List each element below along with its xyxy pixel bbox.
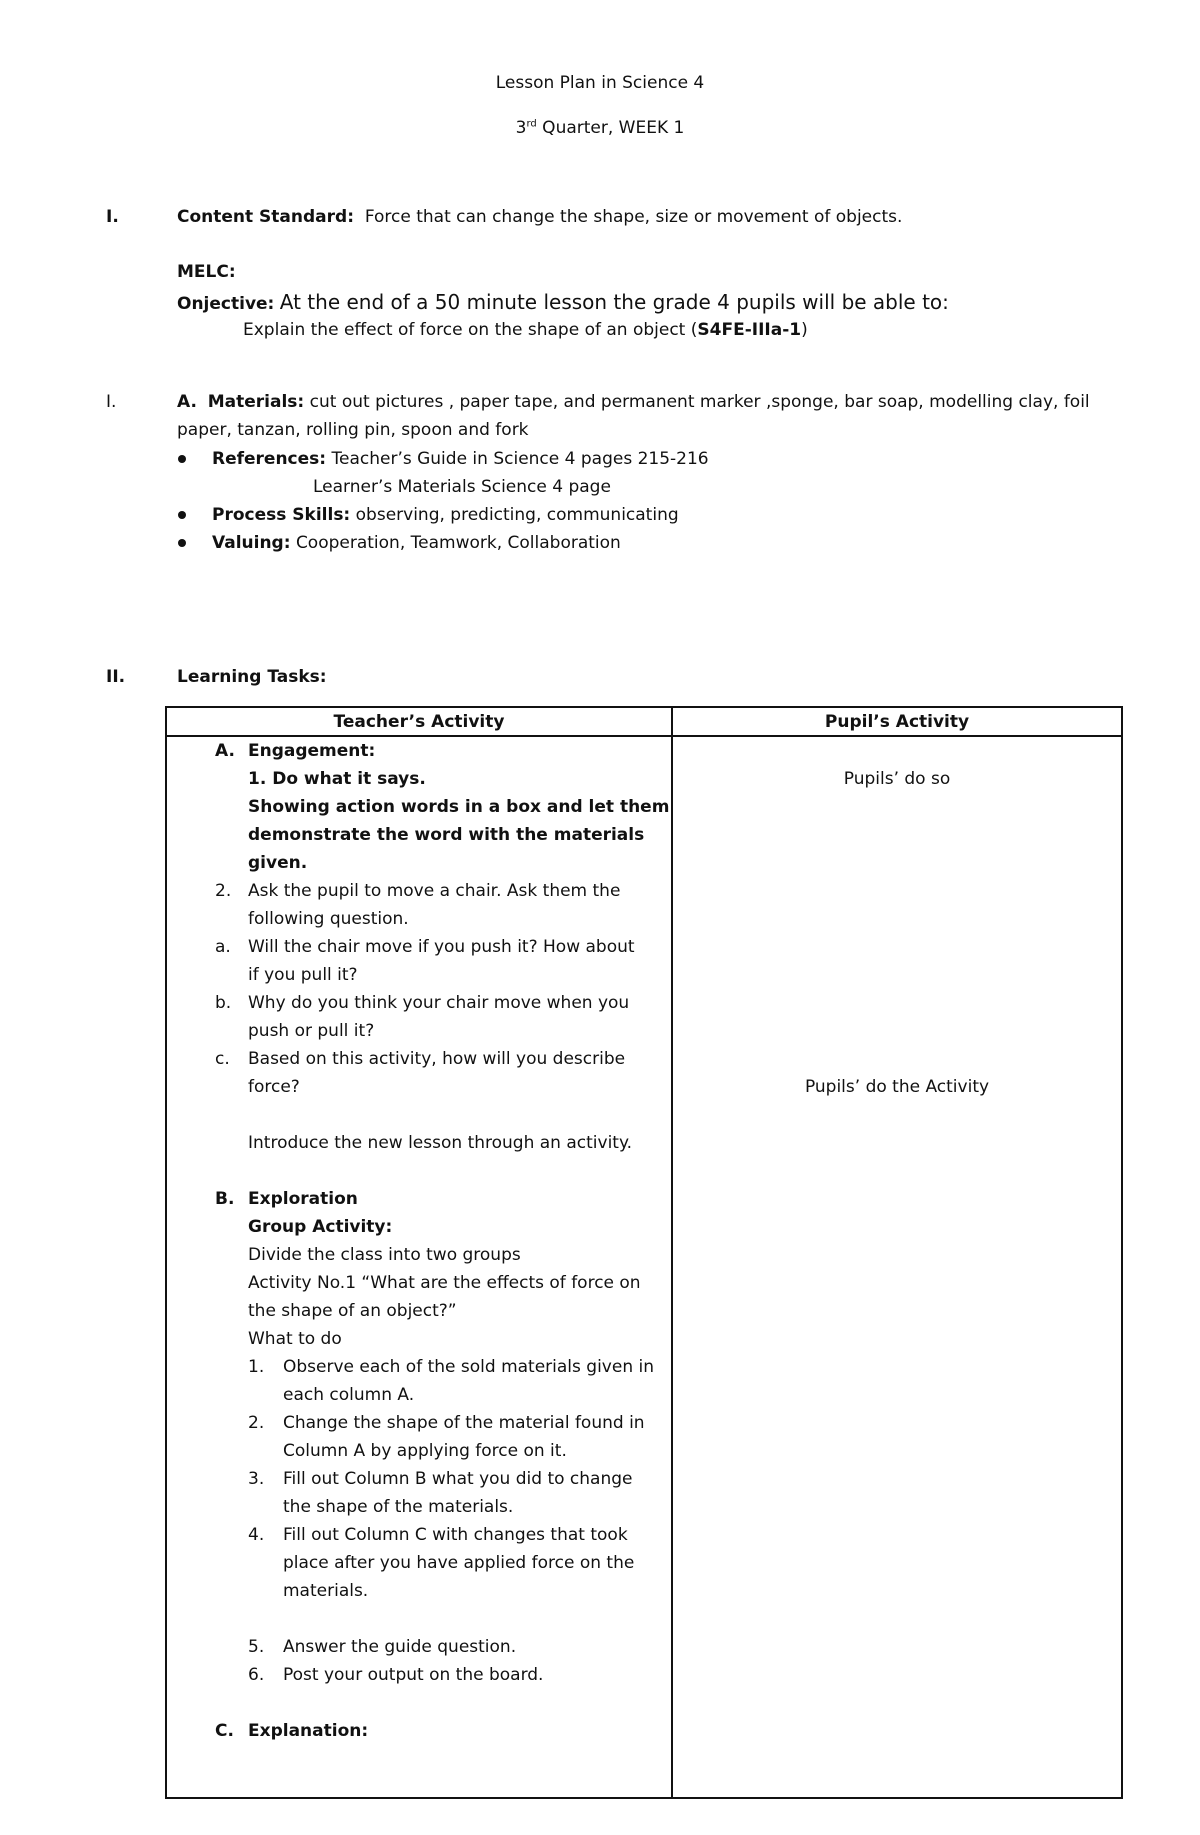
item2-line1: Ask the pupil to move a chair. Ask them the xyxy=(248,881,621,901)
content-standard xyxy=(177,207,902,227)
pupil-response-1: Pupils’ do so xyxy=(843,769,951,789)
process-skills xyxy=(212,505,679,525)
item2-mark: 2. xyxy=(215,881,232,901)
learning-tasks-table xyxy=(165,706,1123,1799)
question-c-line2: force? xyxy=(248,1077,300,1097)
step6-line1: Post your output on the board. xyxy=(283,1665,544,1685)
table-header-row xyxy=(166,707,1122,736)
quarter-superscript: rd xyxy=(526,118,537,130)
step4-line1: Fill out Column C with changes that took xyxy=(283,1525,628,1545)
question-b-line2: push or pull it? xyxy=(248,1021,375,1041)
step3-line1: Fill out Column B what you did to change xyxy=(283,1469,633,1489)
step2-mark: 2. xyxy=(248,1413,265,1433)
explain-close: ) xyxy=(801,320,808,340)
explanation-mark: C. xyxy=(215,1721,234,1741)
quarter-heading xyxy=(0,118,1200,138)
step4-line2: place after you have applied force on the xyxy=(283,1553,635,1573)
divide-class: Divide the class into two groups xyxy=(248,1245,521,1265)
quarter-rest: Quarter, WEEK 1 xyxy=(536,118,685,138)
references-label: References: xyxy=(212,449,327,469)
exploration-heading: Exploration xyxy=(248,1189,358,1209)
showing-line1: Showing action words in a box and let them xyxy=(248,797,670,817)
materials-a-mark: A. xyxy=(177,392,197,412)
learning-tasks-label: Learning Tasks: xyxy=(177,667,327,687)
step6-mark: 6. xyxy=(248,1665,265,1685)
activity-title-line1: Activity No.1 “What are the effects of force on xyxy=(248,1273,641,1293)
references-text: Teacher’s Guide in Science 4 pages 215-216 xyxy=(331,449,709,469)
objective-label: Onjective: xyxy=(177,294,275,314)
quarter-number: 3 xyxy=(515,118,527,138)
pupil-activity-header: Pupil’s Activity xyxy=(672,707,1122,736)
teacher-activity-header: Teacher’s Activity xyxy=(166,707,672,736)
question-b-mark: b. xyxy=(215,993,232,1013)
question-c-mark: c. xyxy=(215,1049,230,1069)
materials-text: cut out pictures , paper tape, and permanent marker ,sponge, bar soap, modelling clay, foil xyxy=(309,392,1090,412)
exploration-mark: B. xyxy=(215,1189,235,1209)
section-numeral-content: I. xyxy=(106,207,119,227)
teacher-activity-cell xyxy=(166,736,672,1798)
content-standard-text: Force that can change the shape, size or movement of objects. xyxy=(364,207,903,227)
materials-line1 xyxy=(177,392,1090,412)
references-line2: Learner’s Materials Science 4 page xyxy=(313,477,611,497)
process-skills-text: observing, predicting, communicating xyxy=(355,505,679,525)
materials-label: Materials: xyxy=(207,392,305,412)
table-row xyxy=(166,736,1122,1798)
step2-line2: Column A by applying force on it. xyxy=(283,1441,567,1461)
valuing xyxy=(212,533,621,553)
explain-text: Explain the effect of force on the shape of an object ( xyxy=(243,320,698,340)
references xyxy=(212,449,709,469)
process-skills-label: Process Skills: xyxy=(212,505,351,525)
step1-line1: Observe each of the sold materials given in xyxy=(283,1357,654,1377)
question-a-line2: if you pull it? xyxy=(248,965,358,985)
valuing-text: Cooperation, Teamwork, Collaboration xyxy=(295,533,621,553)
step3-mark: 3. xyxy=(248,1469,265,1489)
step3-line2: the shape of the materials. xyxy=(283,1497,514,1517)
what-to-do: What to do xyxy=(248,1329,342,1349)
content-standard-label: Content Standard: xyxy=(177,207,354,227)
question-a-line1: Will the chair move if you push it? How about xyxy=(248,937,635,957)
section-numeral-materials: I. xyxy=(106,392,117,412)
explanation-heading: Explanation: xyxy=(248,1721,369,1741)
question-a-mark: a. xyxy=(215,937,231,957)
engagement-heading: Engagement: xyxy=(248,741,376,761)
bullet-icon xyxy=(178,539,186,547)
step1-mark: 1. xyxy=(248,1357,265,1377)
bullet-icon xyxy=(178,511,186,519)
engagement-mark: A. xyxy=(215,741,235,761)
step5-mark: 5. xyxy=(248,1637,265,1657)
pupil-activity-cell xyxy=(672,736,1122,1798)
step5-line1: Answer the guide question. xyxy=(283,1637,517,1657)
step2-line1: Change the shape of the material found in xyxy=(283,1413,645,1433)
materials-line2: paper, tanzan, rolling pin, spoon and fork xyxy=(177,420,529,440)
valuing-label: Valuing: xyxy=(212,533,291,553)
showing-line3: given. xyxy=(248,853,308,873)
do-what-it-says: 1. Do what it says. xyxy=(248,769,426,789)
group-activity: Group Activity: xyxy=(248,1217,393,1237)
step4-line3: materials. xyxy=(283,1581,369,1601)
objective-text: At the end of a 50 minute lesson the grade 4 pupils will be able to: xyxy=(279,290,949,314)
explain-code: S4FE-IIIa-1 xyxy=(697,320,802,340)
objective-explain xyxy=(243,320,808,340)
showing-line2: demonstrate the word with the materials xyxy=(248,825,645,845)
question-b-line1: Why do you think your chair move when you xyxy=(248,993,630,1013)
step1-line2: each column A. xyxy=(283,1385,415,1405)
pupil-response-2: Pupils’ do the Activity xyxy=(804,1077,990,1097)
section-numeral-learning: II. xyxy=(106,667,126,687)
melc-label: MELC: xyxy=(177,262,236,282)
activity-title-line2: the shape of an object?” xyxy=(248,1301,457,1321)
objective xyxy=(177,290,949,314)
question-c-line1: Based on this activity, how will you describe xyxy=(248,1049,626,1069)
document-title: Lesson Plan in Science 4 xyxy=(495,73,705,93)
item2-line2: following question. xyxy=(248,909,409,929)
step4-mark: 4. xyxy=(248,1525,265,1545)
bullet-icon xyxy=(178,455,186,463)
introduce-lesson: Introduce the new lesson through an activity. xyxy=(248,1133,633,1153)
